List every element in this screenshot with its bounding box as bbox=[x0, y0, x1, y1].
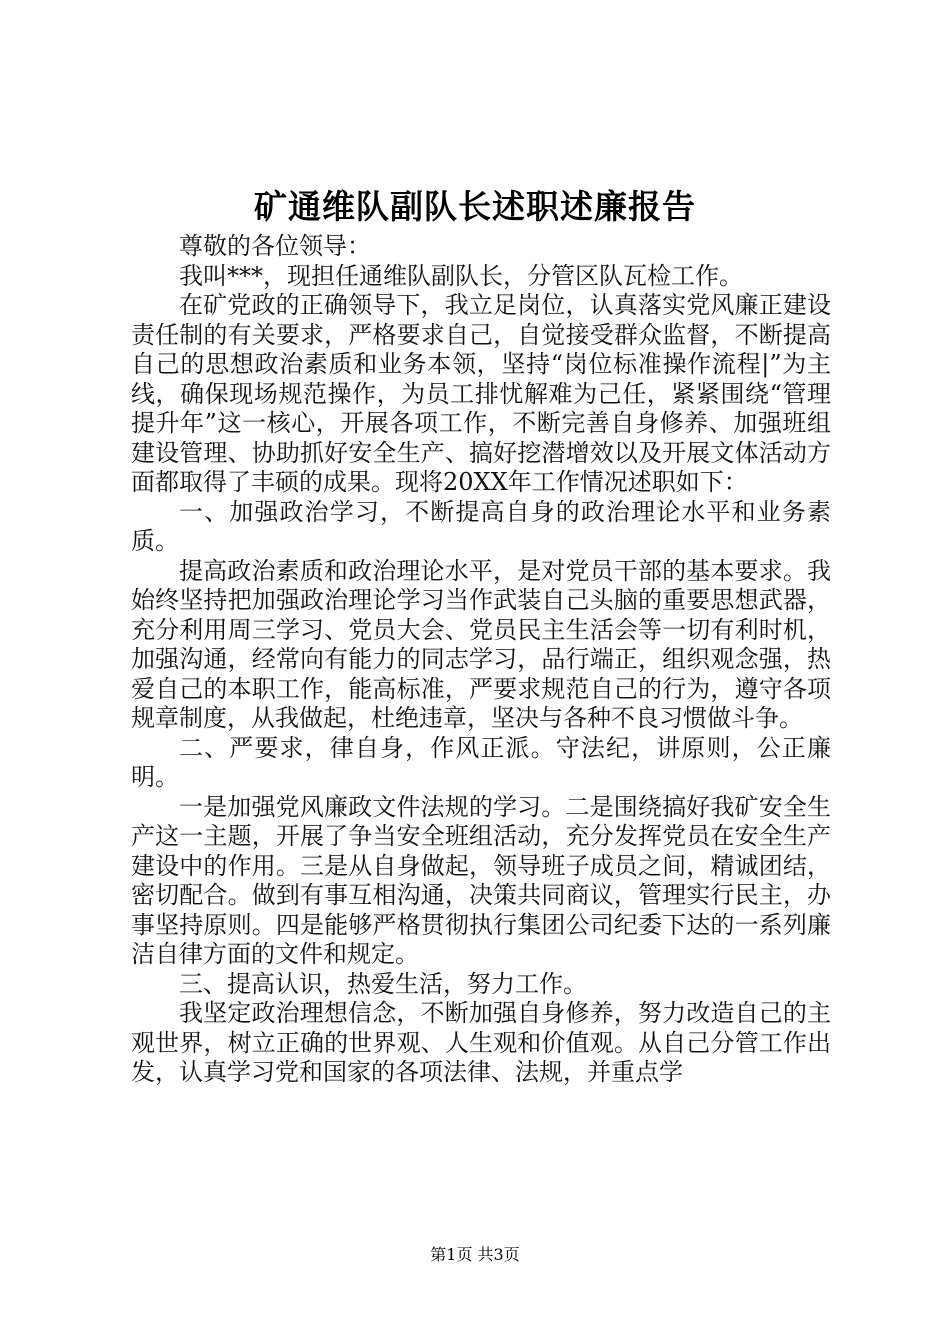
section-heading-1: 一、加强政治学习，不断提高自身的政治理论水平和业务素质。 bbox=[131, 497, 831, 555]
document-body bbox=[131, 232, 831, 1088]
paragraph-overview: 在矿党政的正确领导下，我立足岗位，认真落实党风廉正建设责任制的有关要求，严格要求自己，自觉接受群众监督，不断提高自己的思想政治素质和业务本领，坚持“岗位标准操作流程|”为主线，确保现场规范操作，为员工排忧解难为己任，紧紧围绕“管理提升年”这一核心，开展各项工作，不断完善自身修养、加强班组建设管理、协助抓好安全生产、搞好挖潜增效以及开展文体活动方面都取得了丰硕的成果。现将20XX年工作情况述职如下： bbox=[131, 291, 831, 496]
page-number-footer: 第1页 共3页 bbox=[430, 1245, 520, 1264]
paragraph-section-3: 我坚定政治理想信念，不断加强自身修养，努力改造自己的主观世界，树立正确的世界观、人生观和价值观。从自己分管工作出发，认真学习党和国家的各项法律、法规，并重点学 bbox=[131, 999, 831, 1086]
paragraph-section-2: 一是加强党风廉政文件法规的学习。二是围绕搞好我矿安全生产这一主题，开展了争当安全班组活动，充分发挥党员在安全生产建设中的作用。三是从自身做起，领导班子成员之间，精诚团结，密切配合。做到有事互相沟通，决策共同商议，管理实行民主，办事坚持原则。四是能够严格贯彻执行集团公司纪委下达的一系列廉洁自律方面的文件和规定。 bbox=[131, 792, 831, 968]
section-heading-3: 三、提高认识，热爱生活，努力工作。 bbox=[179, 969, 587, 998]
paragraph-section-1: 提高政治素质和政治理论水平，是对党员干部的基本要求。我始终坚持把加强政治理论学习当作武装自己头脑的重要思想武器，充分利用周三学习、党员大会、党员民主生活会等一切有利时机，加强沟通，经常向有能力的同志学习，品行端正，组织观念强，热爱自己的本职工作，能高标准，严要求规范自己的行为，遵守各项规章制度，从我做起，杜绝违章，坚决与各种不良习惯做斗争。 bbox=[131, 556, 831, 732]
paragraph-introduction: 我叫***，现担任通维队副队长，分管区队瓦检工作。 bbox=[179, 261, 743, 290]
document-title: 矿通维队副队长述职述廉报告 bbox=[254, 187, 696, 226]
section-heading-2: 二、严要求，律自身，作风正派。守法纪，讲原则，公正廉明。 bbox=[131, 733, 831, 791]
paragraph-salutation: 尊敬的各位领导： bbox=[179, 232, 371, 260]
